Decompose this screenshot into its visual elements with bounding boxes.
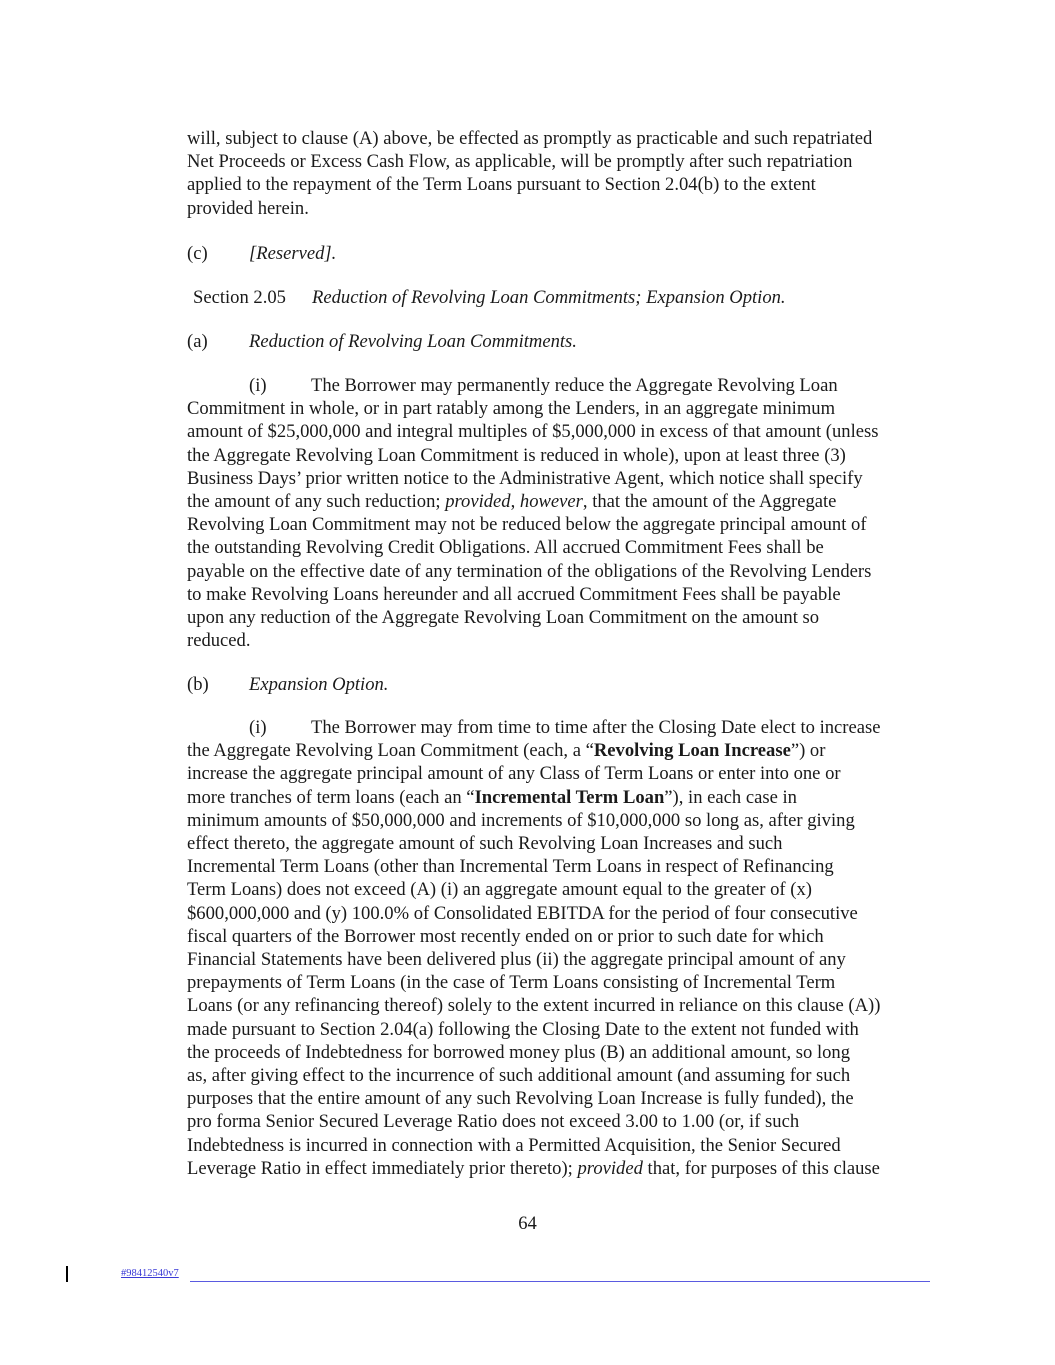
text-run: Leverage Ratio in effect immediately prior thereto); [187,1157,578,1179]
document-id-link[interactable]: #98412540v7 [121,1268,179,1279]
clause-b-i-line: Financial Statements have been delivered plus (ii) the aggregate principal amount of any [187,949,846,971]
footer-rule [190,1281,930,1282]
clause-a-i-line [187,490,932,513]
text-run: , [510,491,520,513]
text-run: the amount of any such reduction; [187,491,446,513]
clause-b-i-line [187,786,932,809]
clause-a-i-line: amount of $25,000,000 and integral multiples of $5,000,000 in excess of that amount (unless [187,421,879,443]
clause-b-i-line: minimum amounts of $50,000,000 and increments of $10,000,000 so long as, after giving [187,809,855,831]
intro-paragraph [187,127,932,220]
text-run: , that the amount of the Aggregate [582,491,837,513]
clause-c-number: (c) [187,243,208,264]
clause-a-i-line: Revolving Loan Commitment may not be reduced below the aggregate principal amount of [187,514,867,536]
revision-bar [66,1266,68,1282]
clause-b-i-line: made pursuant to Section 2.04(a) following the Closing Date to the extent not funded with [187,1018,859,1040]
defined-term-incremental-term-loan: Incremental Term Loan [474,786,665,808]
clause-b-i-line: Incremental Term Loans (other than Incremental Term Loans in respect of Refinancing [187,856,834,878]
clause-a-i-line: payable on the effective date of any termination of the obligations of the Revolving Lenders [187,560,872,582]
clause-a-i-line: the outstanding Revolving Credit Obligations. All accrued Commitment Fees shall be [187,537,824,559]
clause-a-i-paragraph [187,374,932,652]
clause-b-i-line: The Borrower may from time to time after the Closing Date elect to increase [311,717,881,738]
clause-b-heading [187,673,932,696]
clause-b-i-line: Indebtedness is incurred in connection with a Permitted Acquisition, the Senior Secured [187,1134,841,1156]
defined-term-revolving-loan-increase: Revolving Loan Increase [593,740,791,762]
clause-b-i-line: prepayments of Term Loans (in the case of Term Loans consisting of Incremental Term [187,972,836,994]
clause-a-i-number: (i) [249,375,267,396]
however-term: however [519,491,583,513]
clause-a-number: (a) [187,331,208,352]
clause-b-title: Expansion Option. [249,674,389,695]
section-number: Section 2.05 [193,287,286,308]
clause-b-i-line: fiscal quarters of the Borrower most recently ended on or prior to such date for which [187,925,824,947]
clause-a-title: Reduction of Revolving Loan Commitments. [249,331,577,352]
page-number: 64 [518,1213,537,1234]
section-title: Reduction of Revolving Loan Commitments; Expansion Option. [312,287,786,308]
clause-a-i-line: Business Days’ prior written notice to the Administrative Agent, which notice shall specify [187,467,863,489]
text-run: that, for purposes of this clause [642,1157,880,1179]
clause-a-i-line: The Borrower may permanently reduce the Aggregate Revolving Loan [311,375,838,396]
clause-b-i-line [187,1157,932,1180]
intro-line: will, subject to clause (A) above, be effected as promptly as practicable and such repatriated [187,128,873,149]
provided-term: provided [445,491,511,513]
clause-b-i-line: as, after giving effect to the incurrence of such additional amount (and assuming for such [187,1065,851,1087]
text-run: ”), in each case in [664,786,797,808]
clause-b-i-line: Term Loans) does not exceed (A) (i) an aggregate amount equal to the greater of (x) [187,879,812,901]
text-run: ”) or [790,740,826,762]
clause-c [187,242,932,265]
intro-line: Net Proceeds or Excess Cash Flow, as applicable, will be promptly after such repatriation [187,151,853,173]
clause-b-i-line: $600,000,000 and (y) 100.0% of Consolidated EBITDA for the period of four consecutive [187,902,858,924]
clause-a-i-line: reduced. [187,630,251,652]
clause-b-i-paragraph [187,716,932,1180]
clause-a-heading [187,330,932,353]
clause-a-i-line: upon any reduction of the Aggregate Revolving Loan Commitment on the amount so [187,607,820,629]
clause-b-i-line: purposes that the entire amount of any such Revolving Loan Increase is fully funded), the [187,1088,854,1110]
clause-b-number: (b) [187,674,209,695]
text-run: the Aggregate Revolving Loan Commitment (each, a “ [187,740,594,762]
clause-b-i-line: pro forma Senior Secured Leverage Ratio does not exceed 3.00 to 1.00 (or, if such [187,1111,800,1133]
clause-a-i-line: to make Revolving Loans hereunder and all accrued Commitment Fees shall be payable [187,583,841,605]
clause-b-i-number: (i) [249,717,267,738]
clause-b-i-line [187,739,932,762]
text-run: more tranches of term loans (each an “ [187,786,475,808]
clause-b-i-line: increase the aggregate principal amount of any Class of Term Loans or enter into one or [187,763,841,785]
clause-b-i-line: Loans (or any refinancing thereof) solely to the extent incurred in reliance on this clause (A)) [187,995,881,1017]
section-heading [193,286,938,309]
clause-b-i-line: the proceeds of Indebtedness for borrowed money plus (B) an additional amount, so long [187,1041,851,1063]
intro-line: provided herein. [187,197,309,219]
clause-a-i-line: the Aggregate Revolving Loan Commitment is reduced in whole), upon at least three (3) [187,444,846,466]
provided-term: provided [577,1157,643,1179]
clause-c-text: [Reserved]. [249,243,337,264]
clause-a-i-line: Commitment in whole, or in part ratably among the Lenders, in an aggregate minimum [187,398,836,420]
intro-line: applied to the repayment of the Term Loans pursuant to Section 2.04(b) to the extent [187,174,816,196]
clause-b-i-line: effect thereto, the aggregate amount of such Revolving Loan Increases and such [187,833,783,855]
